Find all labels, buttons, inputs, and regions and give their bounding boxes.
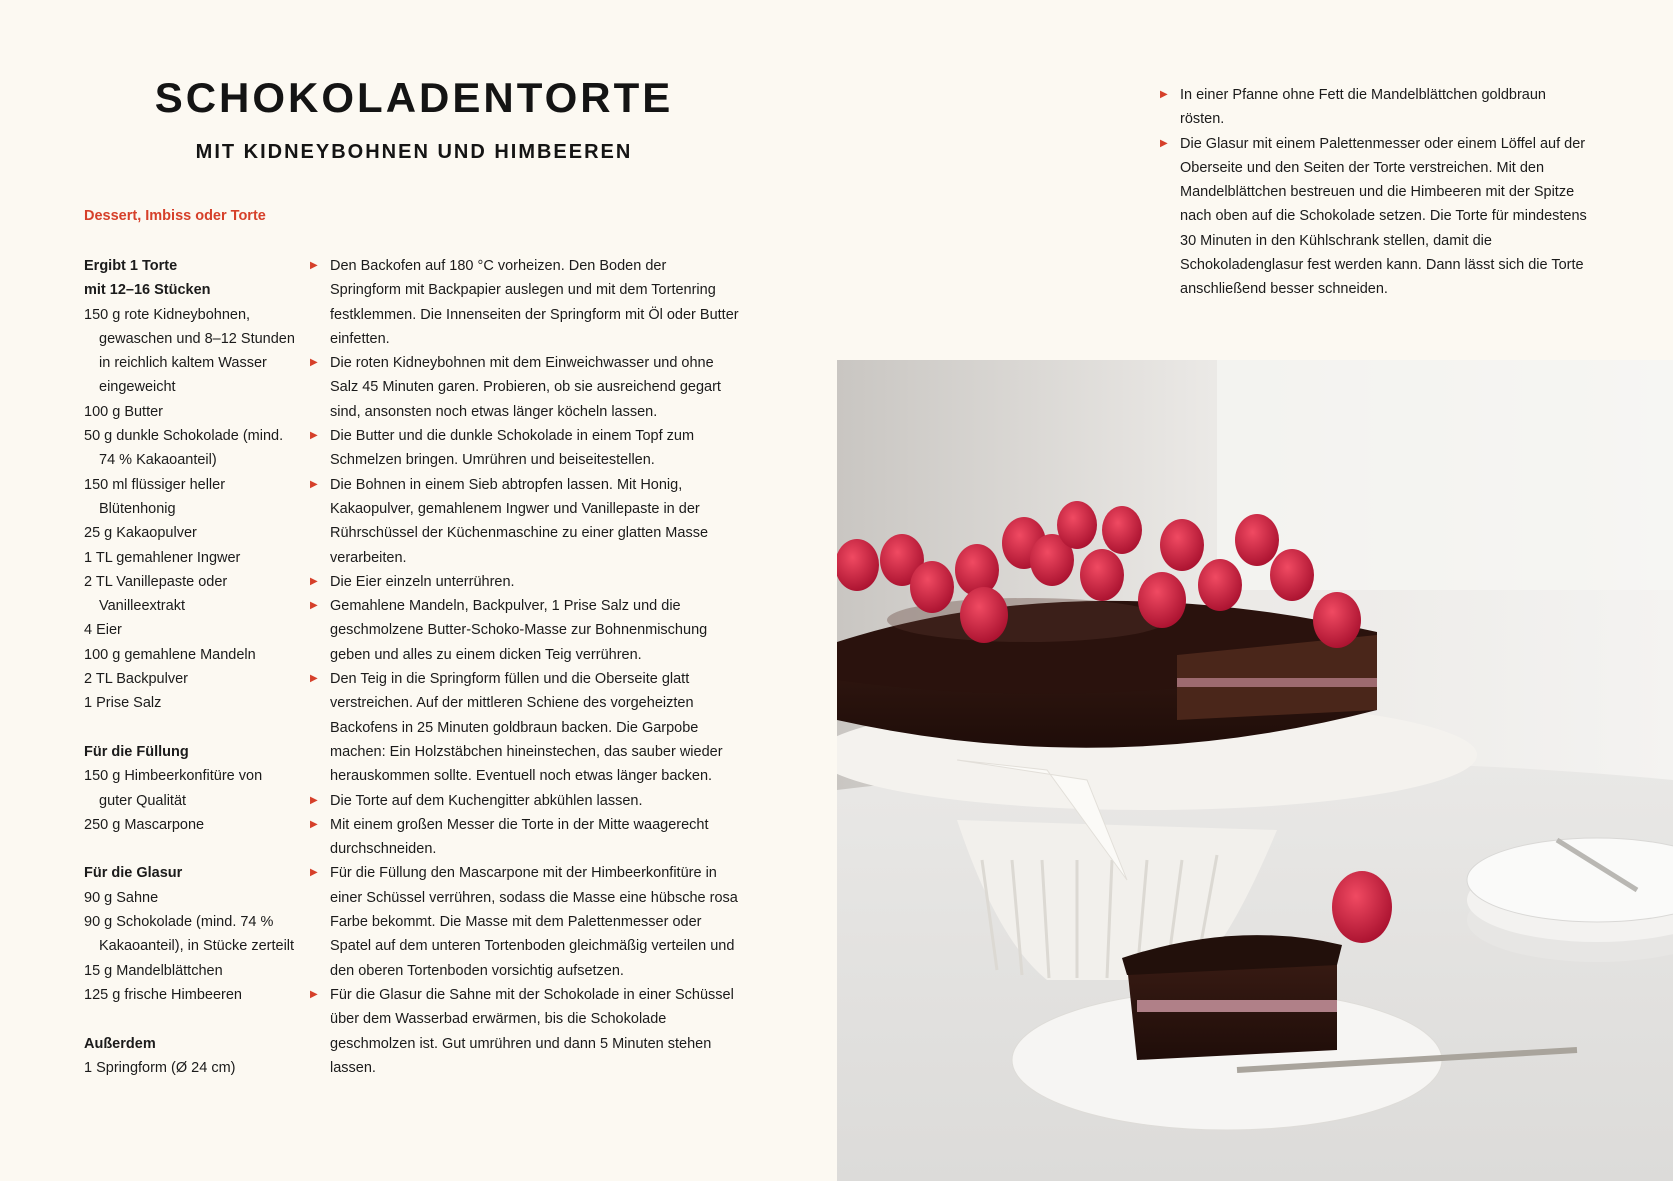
ingredient-list [84,254,299,1080]
step-text: Die Bohnen in einem Sieb abtropfen lassen. Mit Honig, Kakaopulver, gemahlenem Ingwer und Vanillepaste in der Rührschüssel der Küchenmaschine zu einer glatten Masse verarbeiten. [330,476,709,566]
step-text: Den Teig in die Springform füllen und die Oberseite glatt verstreichen. Auf der mittleren Schiene des vorgeheizten Backofens in 25 Minuten goldbraun backen. Die Garpobe machen: Ein Holzstäbchen hineinstechen, das sauber wieder herauskommen sollte. Eventuell noch etwas länger backen. [330,671,723,785]
method-step [310,983,740,1080]
method-step [310,424,740,473]
ingredient-item: 150 g rote Kidneybohnen, gewaschen und 8–12 Stunden in reichlich kaltem Wasser eingeweicht [84,306,295,396]
bullet-arrow-icon: ▶ [1160,137,1168,149]
bullet-arrow-icon: ▶ [310,357,318,369]
cake-photo [837,360,1673,1181]
bullet-arrow-icon: ▶ [310,673,318,685]
step-text: Gemahlene Mandeln, Backpulver, 1 Prise Salz und die geschmolzene Butter-Schoko-Masse zur Bohnenmischung geben und alles zu einem dicken Teig verrühren. [330,598,708,663]
glaze-ingredient-item: 15 g Mandelblättchen [84,962,223,979]
step-text: Die roten Kidneybohnen mit dem Einweichwasser und ohne Salz 45 Minuten garen. Probieren, ob sie ausreichend gegart sind, ansonsten noch etwas länger köcheln lassen. [330,355,721,420]
bullet-arrow-icon: ▶ [1160,89,1168,100]
ingredient-item: 100 g gemahlene Mandeln [84,646,256,663]
ingredient-item: 2 TL Backpulver [84,671,188,688]
category-label: Dessert, Imbiss oder Torte [84,208,266,224]
glaze-ingredient-item: 90 g Schokolade (mind. 74 % Kakaoanteil), in Stücke zerteilt [84,914,295,955]
step-text: Mit einem großen Messer die Torte in der Mitte waagerecht durchschneiden. [330,816,709,858]
bullet-arrow-icon: ▶ [310,260,318,271]
bullet-arrow-icon: ▶ [310,430,318,442]
page-title: SCHOKOLADENTORTE [154,74,674,121]
whole-cake [837,598,1377,748]
extra-heading: Außerdem [84,1035,156,1052]
yield-line: mit 12–16 Stücken [84,282,211,299]
method-step [310,861,740,982]
method-step [310,351,740,424]
extra-equipment [84,1056,299,1080]
method-step [310,570,740,594]
bullet-arrow-icon: ▶ [310,794,318,806]
ingredient-item: 50 g dunkle Schokolade (mind. 74 % Kakaoanteil) [84,428,284,469]
ingredient-item: 25 g Kakaopulver [84,525,197,542]
bullet-arrow-icon: ▶ [310,600,318,612]
equipment-item: 1 Springform (Ø 24 cm) [84,1059,236,1076]
glaze-ingredient-item: 125 g frische Himbeeren [84,986,242,1003]
ingredient-item: 2 TL Vanillepaste oder Vanilleextrakt [84,573,228,615]
filling-ingredient-item: 150 g Himbeerkonfitüre von guter Qualität [84,768,263,809]
yield-line: Ergibt 1 Torte [84,258,178,274]
method-step [310,789,740,813]
page-subtitle: MIT KIDNEYBOHNEN UND HIMBEEREN [195,141,633,163]
method-step [310,473,740,570]
ingredient-item: 1 Prise Salz [84,695,162,712]
filling-ingredient-item: 250 g Mascarpone [84,816,205,833]
plate-stack [1467,838,1673,962]
method-step [310,254,740,351]
glaze-ingredients [84,886,299,1007]
method-steps-left [310,254,740,1080]
step-text: Für die Glasur die Sahne mit der Schokolade in einer Schüssel über dem Wasserbad erwärmen, bis die Schokolade geschmolzen ist. Gut umrühren und dann 5 Minuten stehen lassen. [330,986,734,1076]
step-text: Für die Füllung den Mascarpone mit der Himbeerkonfitüre in einer Schüssel verrühren, sodass die Masse eine hübsche rosa Farbe bekommt. Die Masse mit dem Palettenmesser oder Spatel auf dem unteren Tortenboden gleichmäßig verteilen und den oberen Tortenboden vorsichtig aufsetzen. [330,865,738,979]
ingredient-item: 1 TL gemahlener Ingwer [84,549,241,566]
method-step [310,813,740,862]
glaze-heading: Für die Glasur [84,865,183,882]
method-step [1160,83,1590,132]
ingredient-item: 4 Eier [84,622,122,639]
ingredient-item: 150 ml flüssiger heller Blütenhonig [84,476,226,517]
bullet-arrow-icon: ▶ [310,988,318,1000]
step-text: Den Backofen auf 180 °C vorheizen. Den Boden der Springform mit Backpapier auslegen und mit dem Tortenring festklemmen. Die Innenseiten der Springform mit Öl oder Butter einfetten. [330,258,739,347]
bullet-arrow-icon: ▶ [310,478,318,490]
filling-ingredients [84,764,299,837]
bullet-arrow-icon: ▶ [310,575,318,587]
method-step [310,594,740,667]
step-text: In einer Pfanne ohne Fett die Mandelblättchen goldbraun rösten. [1180,87,1546,128]
ingredient-item: 100 g Butter [84,403,163,420]
step-text: Die Glasur mit einem Palettenmesser oder einem Löffel auf der Oberseite und den Seiten der Torte verstreichen. Mit den Mandelblättchen bestreuen und die Himbeeren mit der Spitze nach oben auf die Schokolade setzen. Die Torte für mindestens 30 Minuten in den Kühlschrank stellen, damit die Schokoladenglasur fest werden kann. Dann lässt sich die Torte anschließend besser schneiden. [1180,135,1587,298]
main-ingredients [84,303,299,716]
method-steps-right [1160,83,1590,302]
step-text: Die Torte auf dem Kuchengitter abkühlen lassen. [330,792,643,809]
step-text: Die Butter und die dunkle Schokolade in einem Topf zum Schmelzen bringen. Umrühren und beiseitestellen. [330,428,695,469]
method-step [310,667,740,788]
bullet-arrow-icon: ▶ [310,867,318,879]
glaze-ingredient-item: 90 g Sahne [84,889,159,906]
step-text: Die Eier einzeln unterrühren. [330,573,515,590]
cake-photo-illustration [837,360,1673,1181]
filling-heading: Für die Füllung [84,743,189,760]
method-step [1160,132,1590,302]
bullet-arrow-icon: ▶ [310,818,318,830]
